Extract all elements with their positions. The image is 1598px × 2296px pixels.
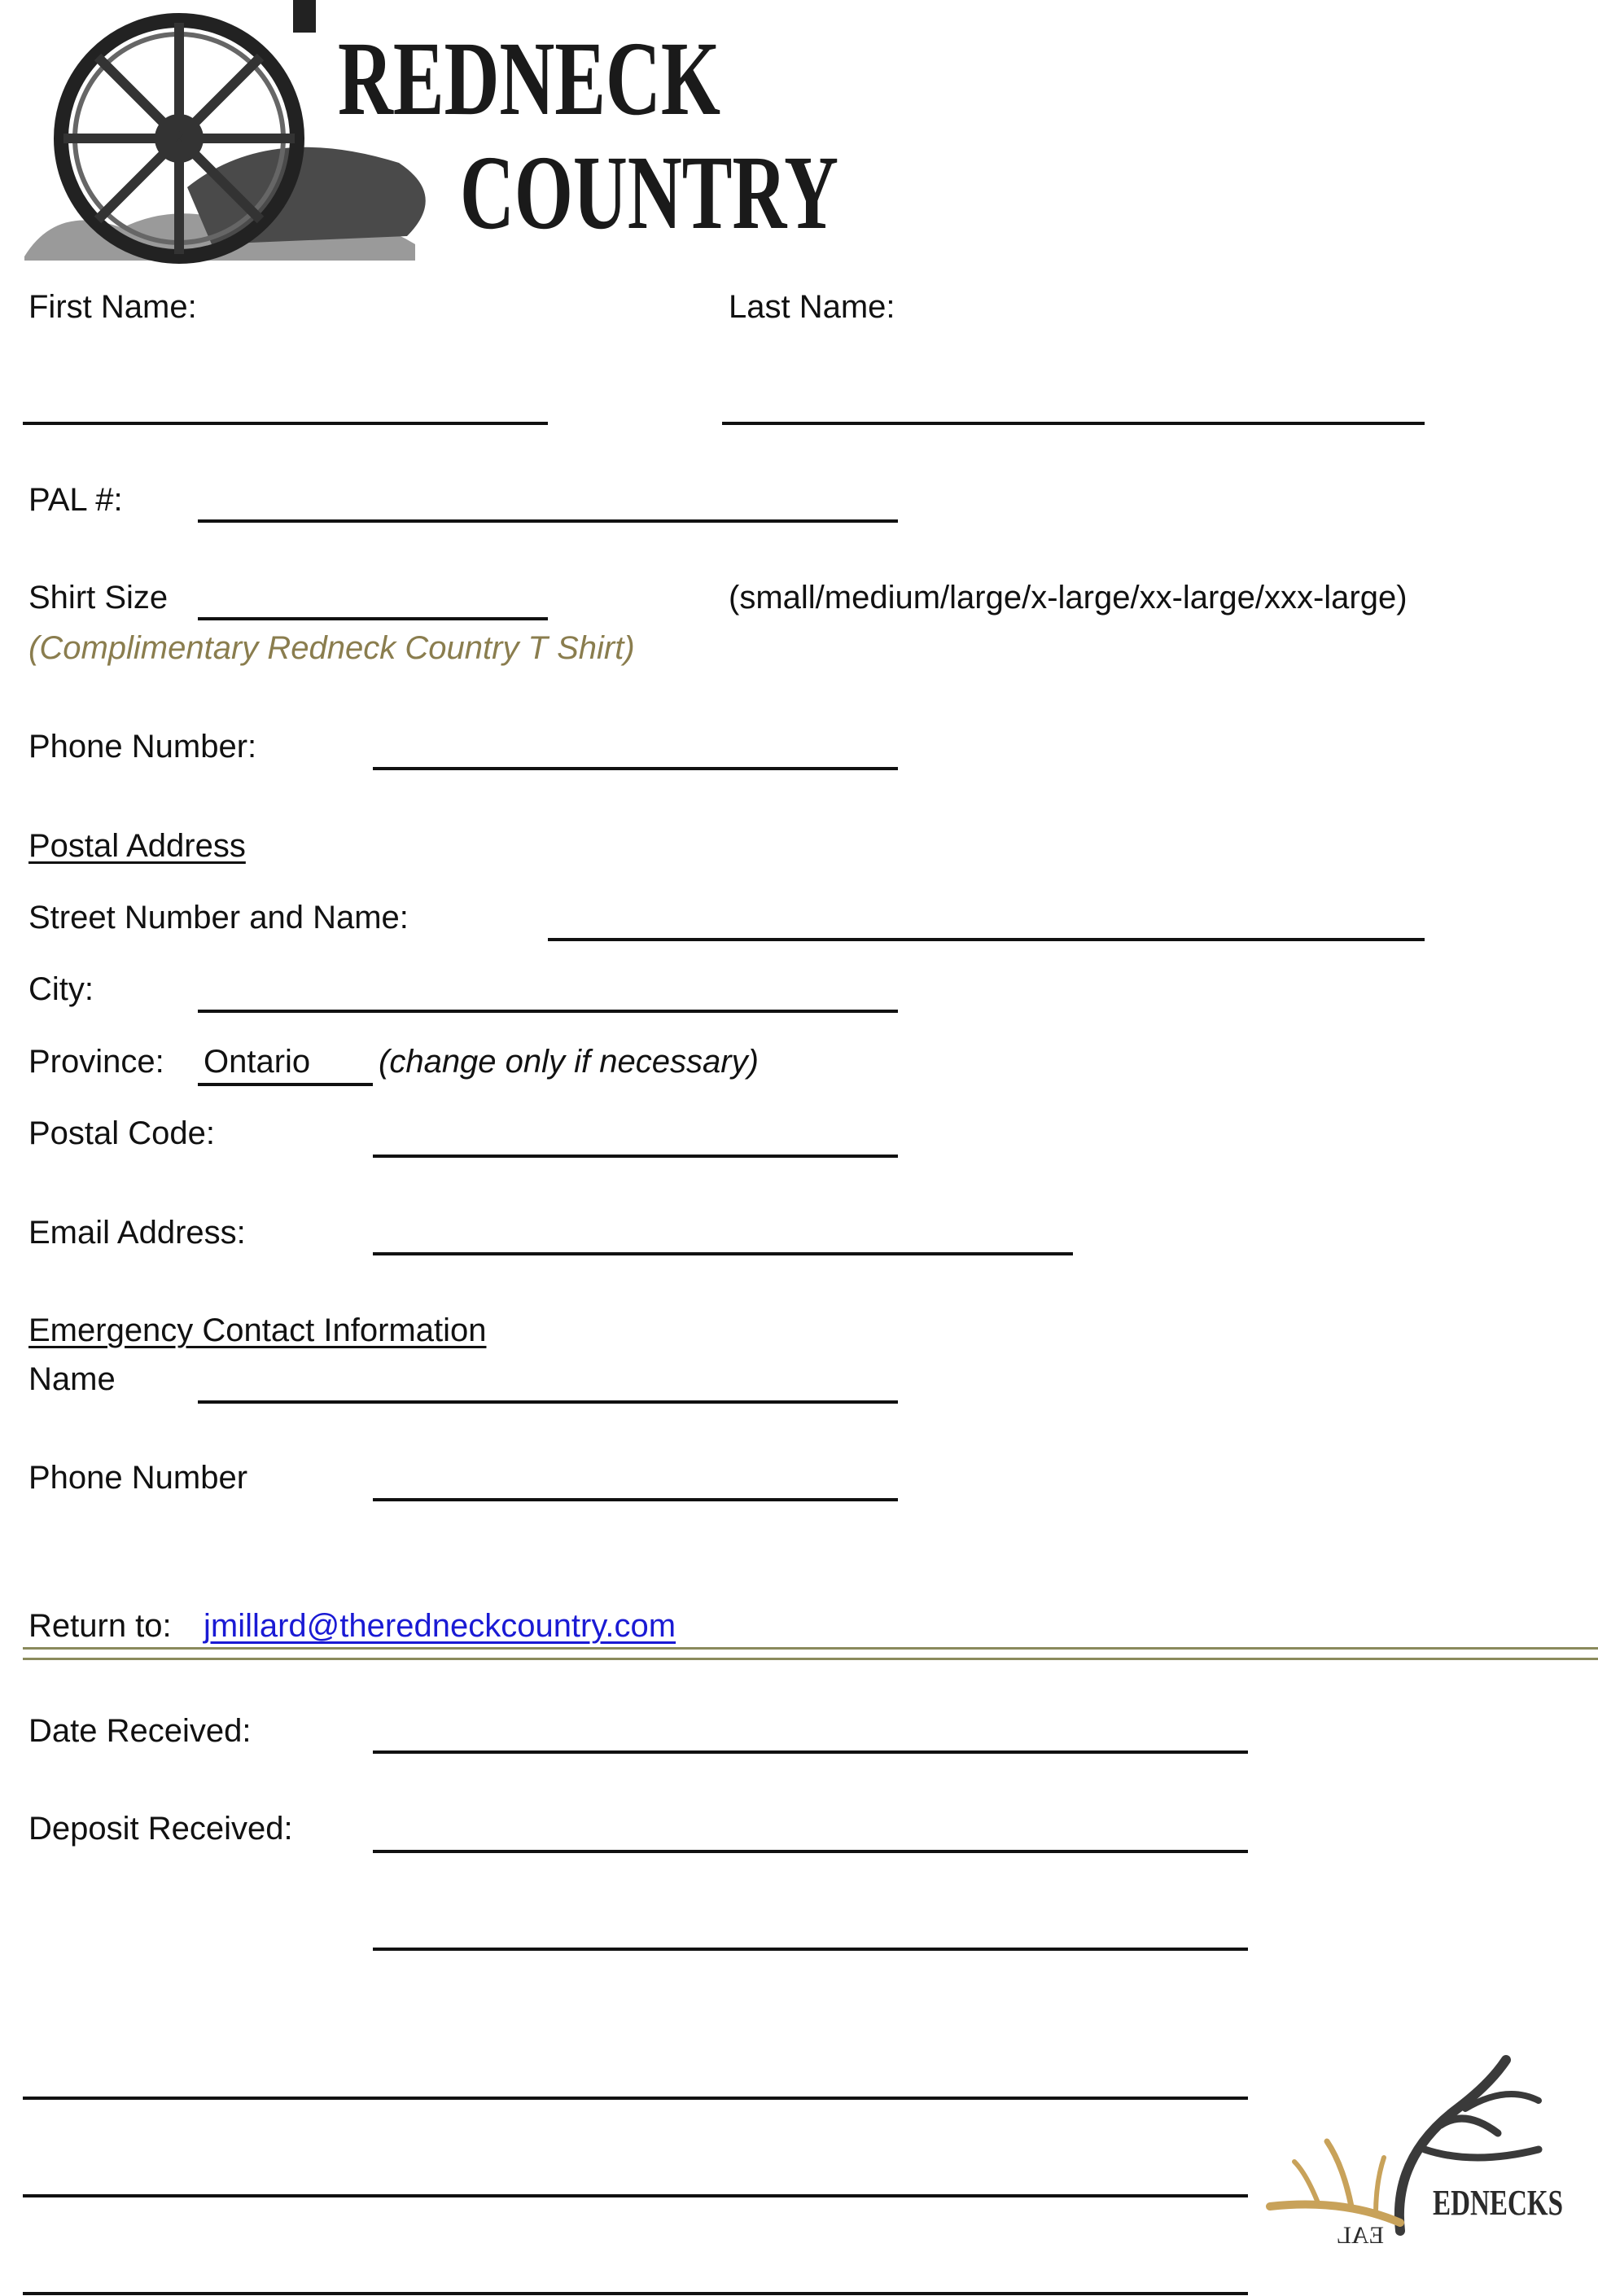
shirt-note: (Complimentary Redneck Country T Shirt) [28, 630, 635, 666]
notes-line-3[interactable] [23, 2292, 1248, 2295]
phone-label: Phone Number: [28, 729, 257, 765]
eal-mirror-text: EAL [1336, 2222, 1384, 2249]
notes-line-1[interactable] [23, 2097, 1248, 2100]
ednecks-antler-logo [1262, 2060, 1571, 2255]
province-label: Province: [28, 1044, 164, 1080]
shirt-size-label: Shirt Size [28, 580, 169, 616]
shirt-size-field[interactable] [198, 617, 548, 620]
province-note: (change only if necessary) [379, 1044, 759, 1080]
logo-line1: REDNECK [338, 20, 720, 138]
notes-line-2[interactable] [23, 2194, 1248, 2197]
first-name-label: First Name: [28, 289, 197, 325]
province-value[interactable]: Ontario [204, 1044, 311, 1080]
street-field[interactable] [548, 938, 1425, 941]
return-label: Return to: [28, 1608, 172, 1644]
shirt-size-options: (small/medium/large/x-large/xx-large/xxx-large) [729, 580, 1408, 616]
emergency-phone-label: Phone Number [28, 1460, 248, 1496]
deposit-extra-line[interactable] [373, 1948, 1248, 1951]
emergency-name-field[interactable] [198, 1400, 898, 1404]
redneck-country-logo [24, 0, 838, 269]
return-email-link[interactable]: jmillard@theredneckcountry.com [204, 1608, 676, 1644]
pal-field[interactable] [198, 519, 898, 523]
city-label: City: [28, 971, 94, 1007]
emergency-name-label: Name [28, 1361, 116, 1397]
deposit-received-field[interactable] [373, 1850, 1248, 1853]
pal-label: PAL #: [28, 482, 123, 518]
emergency-heading: Emergency Contact Information [28, 1312, 487, 1348]
date-received-field[interactable] [373, 1750, 1248, 1754]
section-divider [23, 1647, 1598, 1660]
deposit-received-label: Deposit Received: [28, 1811, 293, 1847]
city-field[interactable] [198, 1010, 898, 1013]
ednecks-logo-text: EDNECKS [1433, 2183, 1563, 2223]
date-received-label: Date Received: [28, 1713, 252, 1749]
logo-line2: COUNTRY [460, 134, 838, 252]
emergency-phone-field[interactable] [373, 1498, 898, 1501]
postal-code-label: Postal Code: [28, 1115, 216, 1151]
phone-field[interactable] [373, 767, 898, 770]
email-label: Email Address: [28, 1215, 246, 1251]
last-name-label: Last Name: [729, 289, 895, 325]
province-field[interactable] [198, 1083, 373, 1086]
street-label: Street Number and Name: [28, 900, 409, 935]
email-field[interactable] [373, 1252, 1073, 1255]
last-name-field[interactable] [722, 422, 1425, 425]
postal-address-heading: Postal Address [28, 828, 246, 864]
first-name-field[interactable] [23, 422, 548, 425]
postal-code-field[interactable] [373, 1155, 898, 1158]
